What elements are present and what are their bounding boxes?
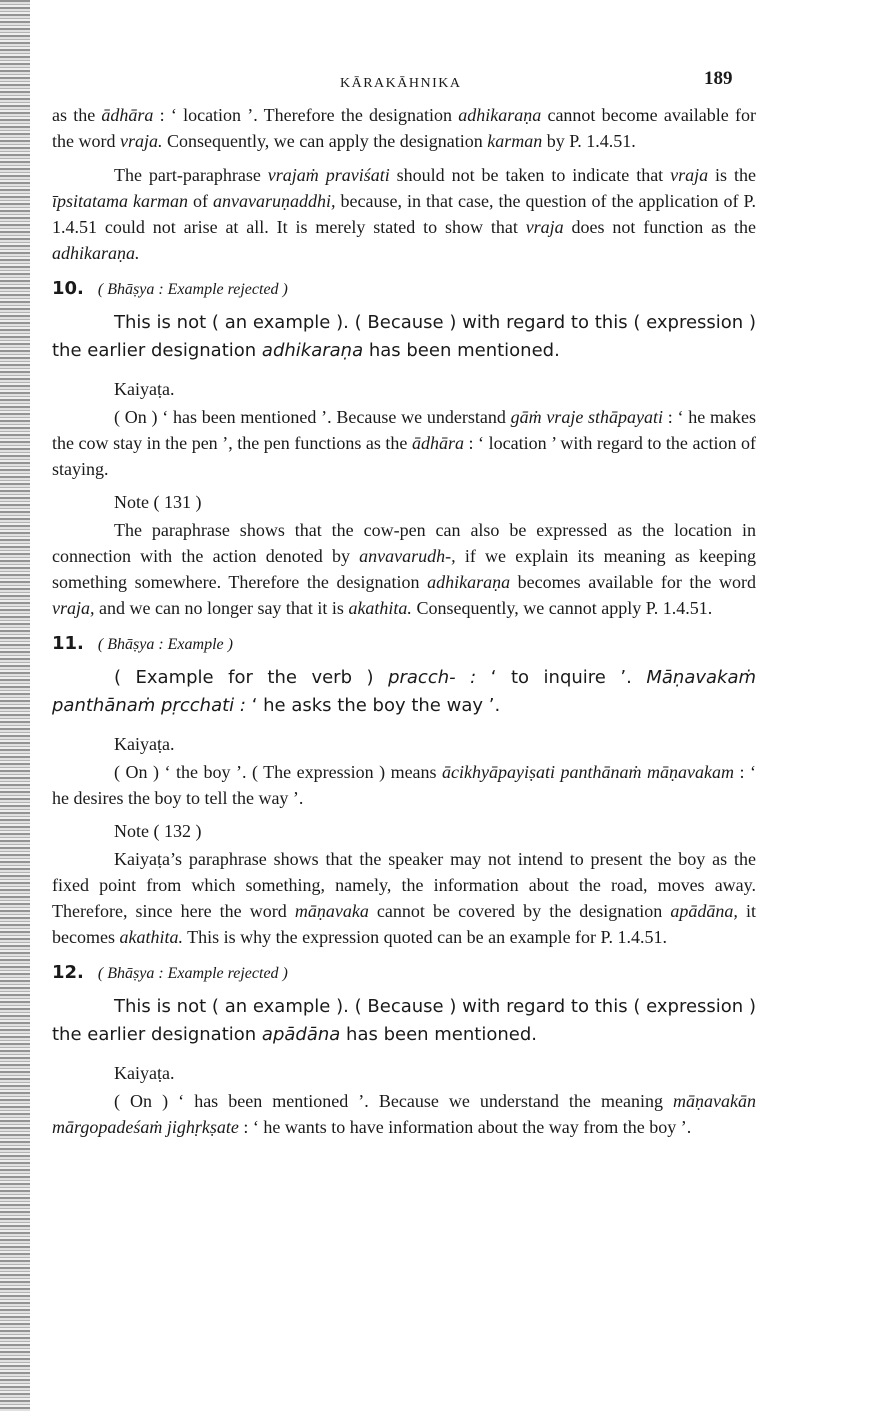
term: adhikaraṇa [458,105,542,125]
text: it becomes [52,901,756,947]
term: gāṁ vraje sthāpayati [510,407,664,427]
text: does not function as the [563,217,756,237]
text: : ‘ he makes the cow stay in the pen ’, the pen functions as the [52,407,757,453]
term: karman [487,131,543,151]
bhashya-text [52,309,756,365]
text: ( On ) ‘ has been mentioned ’. Because we understand the meaning [114,1091,674,1111]
text: has been mentioned. [340,1024,537,1045]
term: apādāna, [670,901,738,921]
text: should not be taken to indicate that [389,165,671,185]
term: ādhāra [411,433,464,453]
term: anvavaruṇaddhi, [213,191,336,211]
section-tag: ( Bhāṣya : Example ) [97,636,233,653]
text: : ‘ location ’ with regard to the action of staying. [52,433,756,479]
section-heading-10 [52,278,756,299]
term: māṇavaka [294,901,369,921]
term: Māṇavakaṁ panthānaṁ pṛcchati : [52,667,757,716]
kaiyata-text [52,1088,756,1140]
term: vraja [670,165,709,185]
term: akathita. [119,927,183,947]
text: The paraphrase shows that the cow-pen can also be expressed as the location in connection with the action denoted by [52,520,756,566]
text: of [188,191,214,211]
text: ( On ) ‘ has been mentioned ’. Because we understand [114,407,511,427]
text: ( On ) ‘ the boy ’. ( The expression ) means [114,762,443,782]
text: becomes available for the word [510,572,756,592]
text: has been mentioned. [363,340,560,361]
term: adhikaraṇa [427,572,511,592]
text: This is not ( an example ). ( Because ) with regard to this ( expression ) the earlier designation [52,996,756,1045]
section-number: 11. [52,633,84,654]
section-tag: ( Bhāṣya : Example rejected ) [97,965,288,982]
note-text [52,846,756,950]
text: ( Example for the verb ) [114,667,389,688]
section-heading-11 [52,633,756,654]
kaiyata-text [52,404,756,482]
running-head: KĀRAKĀHNIKA [340,76,462,91]
text: Kaiyaṭa’s paraphrase shows that the speaker may not intend to present the boy as the fixed point from which something, namely, the information about the road, moves away. Therefore, since here the word [52,849,756,921]
term: vraja, [52,598,95,618]
term: akathita. [348,598,412,618]
text: is the [708,165,756,185]
scanned-binding-edge [0,0,30,1411]
text: This is why the expression quoted can be an example for P. 1.4.51. [182,927,668,947]
term: ādhāra [101,105,154,125]
bhashya-text [52,993,756,1049]
term: ācikhyāpayiṣati panthānaṁ māṇavakam [442,762,734,782]
kaiyata-label: Kaiyaṭa. [114,1063,175,1083]
term: māṇavakān mārgopadeśaṁ jighṛkṣate [52,1091,756,1137]
text: : ‘ he desires the boy to tell the way ’. [52,762,756,808]
term: anvavarudh-, [359,546,456,566]
note-label: Note ( 131 ) [114,492,202,512]
note-label: Note ( 132 ) [114,821,202,841]
text: ‘ he asks the boy the way ’. [245,695,501,716]
page-number: 189 [704,68,733,89]
section-number: 12. [52,962,84,983]
term: vrajaṁ praviśati [267,165,390,185]
kaiyata-label: Kaiyaṭa. [114,379,175,399]
page [52,62,756,1148]
text: The part-paraphrase [114,165,268,185]
term: adhikaraṇa [261,340,364,361]
paragraph [52,102,756,154]
text: as the [52,105,102,125]
text: : ‘ location ’. Therefore the designation [153,105,459,125]
term: vraja. [119,131,163,151]
page-header [52,62,756,102]
kaiyata-label: Kaiyaṭa. [114,734,175,754]
note-text [52,517,756,621]
text: by P. 1.4.51. [542,131,636,151]
bhashya-text [52,664,756,720]
term: īpsitatama karman [52,191,189,211]
text: cannot be covered by the designation [368,901,671,921]
section-number: 10. [52,278,84,299]
text: and we can no longer say that it is [94,598,349,618]
paragraph [52,162,756,266]
text: if we explain its meaning as keeping something somewhere. Therefore the designation [52,546,756,592]
text: cannot become available for the word [52,105,756,151]
kaiyata-text [52,759,756,811]
text: Consequently, we cannot apply P. 1.4.51. [411,598,713,618]
text: This is not ( an example ). ( Because ) with regard to this ( expression ) the earlier designation [52,312,756,361]
term: pracch- : [388,667,477,688]
text: : ‘ he wants to have information about the way from the boy ’. [238,1117,692,1137]
text: ‘ to inquire ’. [476,667,647,688]
text: because, in that case, the question of the application of P. 1.4.51 could not arise at all. It is merely stated to show that [52,191,756,237]
term: adhikaraṇa. [52,243,140,263]
term: apādāna [261,1024,341,1045]
section-tag: ( Bhāṣya : Example rejected ) [97,281,288,298]
text: Consequently, we can apply the designation [162,131,488,151]
section-heading-12 [52,962,756,983]
term: vraja [525,217,564,237]
